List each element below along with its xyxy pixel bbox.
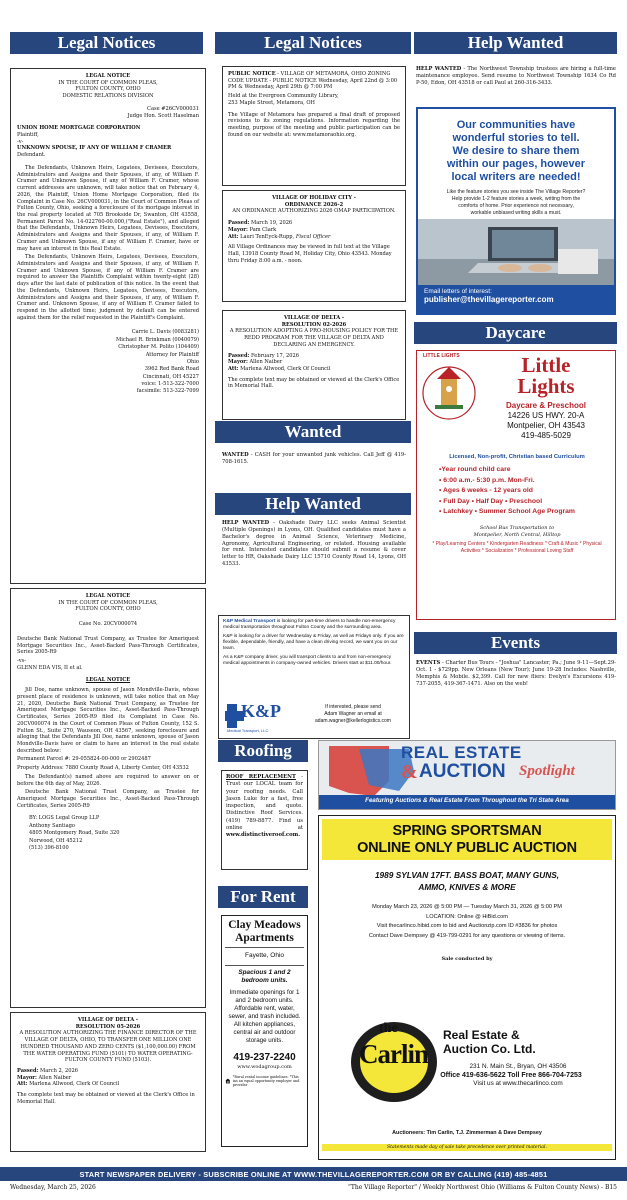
local-writers-ad: Our communities have wonderful stories to tell. We desire to share them within our pages, however local writers are needed! Like the feature stories you see inside The Village Reporter? Help provide 1-2 feature stories a week, writing from the comforts of home. Prior experience not necessary, workable unbiased writing skills a must. Email letters of interest: publisher@thevillagereporter.com — [416, 107, 616, 315]
clay-meadows-website-link[interactable]: www.wodagroup.com — [237, 1064, 292, 1071]
help-wanted-oakshade: HELP WANTED - Oakshade Dairy LLC seeks Animal Scientist (Multiple Openings) in Lyons, OH. Qualified candidates must have a Bachelor's degree in Animal Science, Veterinary Medicine, Agronomy, Agricultural Engineering, or related. Housing available for rent. Interested candidates should submit a resume & cover letter to HR, Oakshade Dairy LLC 15710 County Road 14, Lyons, OH 43533. — [222, 520, 406, 568]
laptop-typing-photo — [418, 219, 614, 285]
little-lights-logo-icon — [421, 357, 477, 437]
legal-notices-header-left: Legal Notices — [10, 32, 203, 54]
spring-sportsman-auction-ad: SPRING SPORTSMAN ONLINE ONLY PUBLIC AUCTION 1989 SYLVAN 17FT. BASS BOAT, MANY GUNS, AMMO, KNIVES & MORE Monday March 23, 2026 @ 5:00 PM — Tuesday March 31, 2026 @ 5:00 PM LOCATION: Online @ HiBid.com Visit thecarlinco.hibid.com to bid and Auctionzip.com ID #3836 for photos Contact Dave Dempsey @ 419-799-0291 for any questions or viewing of items. Sale conducted by the Carlin Real Estate & Auction Co. Ltd. 231 N. Main St., Bryan, OH 43506 Office 419-636-5622 Toll Free 866-704-7253 Visit us at www.thecarlinco.com Auctioneers: Tim Carlin, T.J. Zimmerman & Dave Dempsey Statements made day of sale take precedence over printed material. — [318, 815, 616, 1160]
real-estate-auction-spotlight-banner: REAL ESTATE & AUCTION Spotlight Featuring Auctions & Real Estate From Throughout the Tri State Area — [318, 740, 616, 810]
carlin-website-link[interactable]: Visit us at www.thecarlinco.com — [473, 1080, 563, 1088]
daycare-header: Daycare — [414, 322, 617, 344]
for-rent-header: For Rent — [218, 886, 308, 908]
wanted-ad: WANTED - CASH for your unwanted junk vehicles. Call Jeff @ 419-708-1615. — [222, 452, 406, 465]
legal-notices-header-mid: Legal Notices — [215, 32, 411, 54]
roof-replacement-ad: ROOF REPLACEMENT - Trust our LOCAL team for your roofing needs. Call Jason Luke for a fast, free inspection, and quote. Distinctive Roof Services. (419) 789-8877. Find us online at www.distinctiveroof.com. — [221, 770, 308, 870]
carlin-logo: the Carlin Real Estate & Auction Co. Ltd. 231 N. Main St., Bryan, OH 43506 Office 419-636-5622 Toll Free 866-704-7253 Visit us at www.thecarlinco.com — [349, 1013, 589, 1113]
equal-housing-icon — [225, 1075, 231, 1087]
roofing-website-link[interactable]: www.distinctiveroof.com. — [226, 832, 301, 839]
notice-delta-resolution-02: VILLAGE OF DELTA - RESOLUTION 02-2026 A RESOLUTION ADOPTING A PRO-HOUSING POLICY FOR THE REDD PROGRAM FOR THE VILLAGE OF DELTA AND DECLARING AN EMERGENCY. Passed: February 17, 2026 Mayor: Allen Naiber Att: Marlena Allwood, Clerk Of Council The complete text may be obtained or viewed at the Clerk's Office in Memorial Hall. — [222, 310, 406, 420]
kp-medical-transport-ad: K&P Medical Transport is looking for part-time drivers to handle non-emergency medical transportation throughout Fulton County and the surrounding area. K&P is looking for a driver for Wednesday & Friday, as well as Fridays only. If you are flexible, dependable, friendly, and have a clean driving record, we want you on our team. As a K&P company driver, you will transport clients to and from non-emergency medical appointments in company-owned vehicles. Drivers start at $11.00/hour. K&P Medical Transport, LLC If interested, please send Adam Wagner an email at adam.wagner@kellerlogistics.com — [218, 615, 410, 739]
legal-notice-delta-resolution-05: VILLAGE OF DELTA - RESOLUTION 05-2026 A RESOLUTION AUTHORIZING THE FINANCE DIRECTOR OF THE VILLAGE OF DELTA, OHIO, TO TRANSFER ONE MILLION ONE HUNDRED THOUSAND AND ZERO CENTS ($1,100,000.00) FROM THE WATER OPERATING FUND (5101) TO WATER OPERATING- FULTON COUNTY FUND (5103). Passed: March 2, 2026 Mayor: Allen Naiber Att: Marlena Allwood, Clerk Of Council The complete text may be obtained or viewed at the Clerk's Office in Memorial Hall. — [10, 1012, 206, 1152]
kp-email-link[interactable]: adam.wagner@kellerlogistics.com — [315, 718, 391, 724]
page-footer: Wednesday, March 25, 2026 "The Village Reporter" / Weekly Northwest Ohio (Williams & Fulton County News) - B15 — [10, 1184, 617, 1191]
subscribe-footer-bar[interactable]: START NEWSPAPER DELIVERY - SUBSCRIBE ONLINE AT WWW.THEVILLAGEREPORTER.COM OR BY CALLING (419) 485-4851 — [0, 1167, 627, 1181]
notice-holiday-city-ordinance: VILLAGE OF HOLIDAY CITY - ORDINANCE 2026-2 AN ORDINANCE AUTHORIZING 2026 OMAP PARTICIPATION. Passed: March 19, 2026 Mayor: Pam Clark Att: Lauri TenEyck-Rupp, Fiscal Officer All Village Ordinances may be viewed in full text at the Village Hall, 13918 County Road M, Holiday City, Ohio 43543. Monday thru Friday 8:00 a.m. - noon. — [222, 190, 406, 302]
little-lights-daycare-ad: LITTLE LIGHTS Little Lights Daycare & Preschool 14226 US HWY. 20-A Montpelier, OH 43543 419-485-5029 Licensed, Non-profit, Christian based Curriculum •Year round child care • 6:00 a.m.- 5:30 p.m. Mon-Fri. • Ages 6 weeks - 12 years old • Full Day • Half Day • Preschool • Latchkey • Summer School Age Program School Bus Transportation to Montpelier, North Central, Hilltop * Play/Learning Centers * Kindergarten Readiness * Craft & Music * Physical Activities * Socialization * Professional Loving Staff — [416, 350, 616, 620]
events-charter-bus-tours: EVENTS - Charter Bus Tours - "Joshua" Lancaster, Pa.; June 9-11—Sept.29-Oct. 1 - $729pp. New Orleans (New Tour); June 19-28 Includes: Nashville, Memphis & Mobile. $2,399. Call for new fliers: Evelyn's Excursions 419-737-2055, 419-367-1471. Also on the web! — [416, 660, 616, 687]
help-wanted-northwest-township: HELP WANTED - The Northwest Township trustees are hiring a full-time maintenance employee. Send resume to Northwest Township 1634 Co Rd P-50, Edon, OH 43518 or call Paul at 260-316-3433. — [416, 66, 616, 86]
events-header: Events — [414, 632, 617, 654]
clay-meadows-apartments-ad: Clay Meadows Apartments Fayette, Ohio Spacious 1 and 2 bedroom units. Immediate openings for 1 and 2 bedroom units. Affordable rent, water, sewer, and trash included. All kitchen appliances, central air and outdoor storage units. 419-237-2240 www.wodagroup.com *Rural rental income guidelines. *This ins an equal opportunity employer and provider — [221, 915, 308, 1147]
roofing-header: Roofing — [218, 740, 308, 762]
legal-notice-foreclosure-deutsche: LEGAL NOTICE IN THE COURT OF COMMON PLEAS, FULTON COUNTY, OHIO Case No. 20CV000074 Deutsche Bank National Trust Company, as Trustee for Ameriquest Mortgage Securities Inc., Asset-Backed Pass-Through Certificates, Series 2005-R9 -vs- GLENN EDA VIS, II et al. LEGAL NOTICE Jill Doe, name unknown, spouse of Jason Mondville-Davis, whose present place of residence is unknown, will take notice that on May 21, 2020, Deutsche Bank National Trust Company, as Trustee for Ameriquest Mortgage Securities Inc., Asset-Backed Pass-Through Certificates, Series 2005-R9 filed its Complaint in Case No. 20CV000074 in the Court of Common Pleas of Fulton County, 152 S. Fulton St., Suite 270, Wauseon, OH 43567, seeking foreclosure and alleging that the Defendants Jill Doe, name unknown, spouse of Jason Mondville-Davis have or claim to have an interest in the real estate described below: Permanent Parcel #: 29-055824-00-000 or 2902487 Property Address: 7880 County Road A, Liberty Center, OH 43532 The Defendant(s) named above are required to answer on or before the 6th day of May, 2026. Deutsche Bank National Trust Company, as Trustee for Ameriquest Mortgage Securities Inc., Asset-Backed Pass-Through Certificates, Series 2005-R9 BY: LOGS Legal Group LLP Anthony Santiago 4805 Montgomery Road, Suite 320 Norwood, OH 45212 (513) 396-8100 — [10, 588, 206, 1008]
writers-email-link[interactable]: publisher@thevillagereporter.com — [424, 295, 554, 304]
kp-logo: K&P Medical Transport, LLC — [225, 698, 285, 734]
legal-notice-foreclosure-cramer: LEGAL NOTICE IN THE COURT OF COMMON PLEAS, FULTON COUNTY, OHIO DOMESTIC RELATIONS DIVISION Case #26CV000031 Judge Hon. Scott Haselman UNION HOME MORTGAGE CORPORATION Plaintiff, -v- UNKNOWN SPOUSE, IF ANY OF WILLIAM F CRAMER Defendant. The Defendants, Unknown Heirs, Legatees, Devisees, Executors, Administrators and Assigns and their Spouses, if any, of William F. Cramer and Unknown Spouse, if any of William F. Cramer, whose current addresses are unknown, will take notice that on February 4, 2026, the Plaintiff, Union Home Mortgage Corporation, filed its Complaint in Case No. 26CV000031, in the Court of Common Pleas of Fulton County, Ohio, seeking a foreclosure of its mortgage interest in the real property located at 705 Brookside Dr, Swanton, OH 43558, Permanent Parcel No. 14-022760-00.000,("Real Estate"), and alleged that the Defendants, Unknown Heirs, Legatees, Devisees, Executors, Administrators and Assigns and their Spouses, if any, of William F. Cramer and Unknown Spouse, if any of William F. Cramer, have or may have an interest in this Real Estate. The Defendants, Unknown Heirs, Legatees, Devisees, Executors, Administrators and Assigns and their Spouses, if any, of William F. Cramer and Unknown Spouse, if any of William F. Cramer are required to answer the Plaintiffs Complaint within twenty-eight (28) days after the last date of publication of this notice. In the event that the Defendants, Unknown Heirs, Legatees, Devisees, Executors, Administrators and Assigns and their Spouses, if any, of William F. Cramer and. Unknown Spouse, if any of William F. Cramer failed to respond in the allotted time; judgment by default can be entered against them for the relief requested in the Plaintiff's Complaint. Carrie L. Davis (0083281) Michael R. Brinkman (0040079) Christopher M. Polito (104409) Attorney for Plaintiff Ohio 3962 Red Bank Road Cincinnati, OH 45227 voice: 1-513-322-7000 facsimile: 513-322-7099 — [10, 68, 206, 584]
public-notice-metamora: PUBLIC NOTICE - VILLAGE OF METAMORA, OHIO ZONING CODE UPDATE - PUBLIC NOTICE Wednesday, April 22nd @ 3:00 PM & Wednesday, April 29th @ 7:00 PM Held at the Evergreen Community Library, 253 Maple Street, Metamora, OH The Village of Metamora has prepared a final draft of proposed revisions to its zoning regulations. Information regarding the meeting, purpose of the meeting and public participation can be found on our website at: www.metamoraohio.org. — [222, 66, 406, 186]
help-wanted-header-right: Help Wanted — [414, 32, 617, 54]
wanted-header: Wanted — [215, 421, 411, 443]
help-wanted-header-mid: Help Wanted — [215, 493, 411, 515]
